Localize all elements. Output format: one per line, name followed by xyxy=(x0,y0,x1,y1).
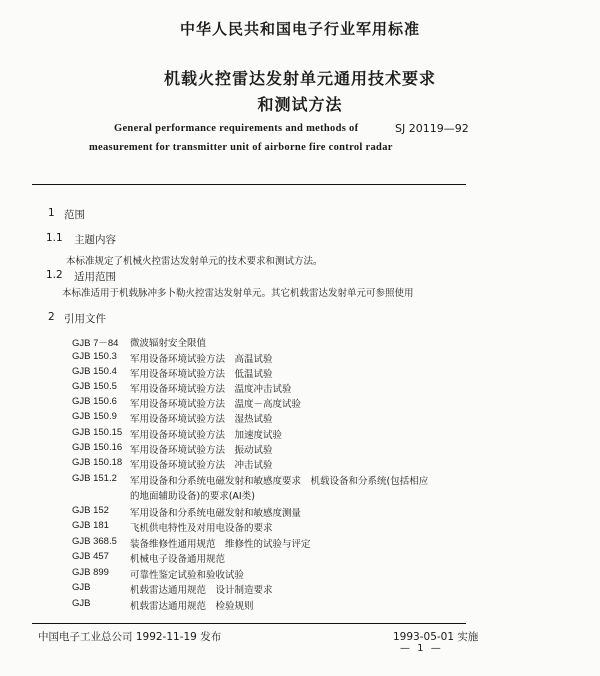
section-1-2-title: 适用范围 xyxy=(74,271,116,283)
section-1-2-text: 本标准适用于机载脉冲多卜勒火控雷达发射单元。其它机载雷达发射单元可参照使用 xyxy=(62,288,414,299)
reference-code: GJB 457 xyxy=(72,551,109,562)
reference-title: 装备维修性通用规范 维修性的试验与评定 xyxy=(130,539,311,550)
reference-code: GJB xyxy=(72,598,91,609)
reference-code: GJB 150.3 xyxy=(72,351,117,362)
reference-title: 机载雷达通用规范 设计制造要求 xyxy=(130,585,273,596)
section-2-title: 引用文件 xyxy=(64,313,106,325)
reference-title-continued: 的地面辅助设备)的要求(AI类) xyxy=(130,491,255,502)
header-divider xyxy=(32,184,466,185)
reference-code: GJB 7－84 xyxy=(72,338,119,349)
reference-title: 军用设备环境试验方法 高温试验 xyxy=(130,354,273,365)
section-1-title: 范围 xyxy=(64,209,85,221)
section-1-1-text: 本标准规定了机械火控雷达发射单元的技术要求和测试方法。 xyxy=(66,256,323,267)
footer-divider xyxy=(32,623,466,624)
reference-code: GJB 150.18 xyxy=(72,457,123,468)
reference-code: GJB xyxy=(72,582,91,593)
section-1-number: 1 xyxy=(48,207,55,219)
reference-title: 军用设备环境试验方法 温度－高度试验 xyxy=(130,399,302,410)
reference-title: 机械电子设备通用规范 xyxy=(130,554,226,565)
reference-title: 机载雷达通用规范 检验规则 xyxy=(130,601,254,612)
section-1-1-number: 1.1 xyxy=(46,232,63,244)
page-number: — 1 — xyxy=(400,643,443,654)
reference-title: 军用设备环境试验方法 湿热试验 xyxy=(130,414,273,425)
reference-code: GJB 150.9 xyxy=(72,411,117,422)
reference-title: 军用设备和分系统电磁发射和敏感度要求 机载设备和分系统(包括相应 xyxy=(130,476,429,487)
section-1-2-number: 1.2 xyxy=(46,269,63,281)
reference-title: 军用设备环境试验方法 加速度试验 xyxy=(130,430,283,441)
reference-title: 可靠性鉴定试验和验收试验 xyxy=(130,570,245,581)
reference-title: 飞机供电特性及对用电设备的要求 xyxy=(130,523,273,534)
reference-code: GJB 150.5 xyxy=(72,381,117,392)
reference-code: GJB 181 xyxy=(72,520,109,531)
reference-code: GJB 899 xyxy=(72,567,109,578)
standard-code: SJ 20119—92 xyxy=(395,122,469,135)
reference-title: 微波辐射安全限值 xyxy=(130,338,207,349)
standard-category-header: 中华人民共和国电子行业军用标准 xyxy=(179,20,420,38)
english-title-line1: General performance requirements and methods of xyxy=(114,123,359,134)
reference-code: GJB 150.16 xyxy=(72,442,123,453)
english-title-line2: measurement for transmitter unit of airborne fire control radar xyxy=(89,142,393,153)
document-title-line1: 机载火控雷达发射单元通用技术要求 xyxy=(163,69,436,88)
reference-code: GJB 152 xyxy=(72,505,109,516)
document-title-line2: 和测试方法 xyxy=(257,95,343,114)
reference-code: GJB 151.2 xyxy=(72,473,117,484)
reference-code: GJB 150.15 xyxy=(72,427,123,438)
reference-code: GJB 150.4 xyxy=(72,366,117,377)
reference-code: GJB 368.5 xyxy=(72,536,117,547)
effective-date: 1993-05-01 实施 xyxy=(393,631,479,643)
reference-title: 军用设备环境试验方法 冲击试验 xyxy=(130,460,273,471)
reference-title: 军用设备环境试验方法 低温试验 xyxy=(130,369,273,380)
reference-title: 军用设备和分系统电磁发射和敏感度测量 xyxy=(130,508,302,519)
section-2-number: 2 xyxy=(48,311,55,323)
issue-date: 中国电子工业总公司 1992-11-19 发布 xyxy=(38,631,222,643)
reference-title: 军用设备环境试验方法 振动试验 xyxy=(130,445,273,456)
section-1-1-title: 主题内容 xyxy=(74,234,116,246)
reference-code: GJB 150.6 xyxy=(72,396,117,407)
reference-title: 军用设备环境试验方法 温度冲击试验 xyxy=(130,384,292,395)
